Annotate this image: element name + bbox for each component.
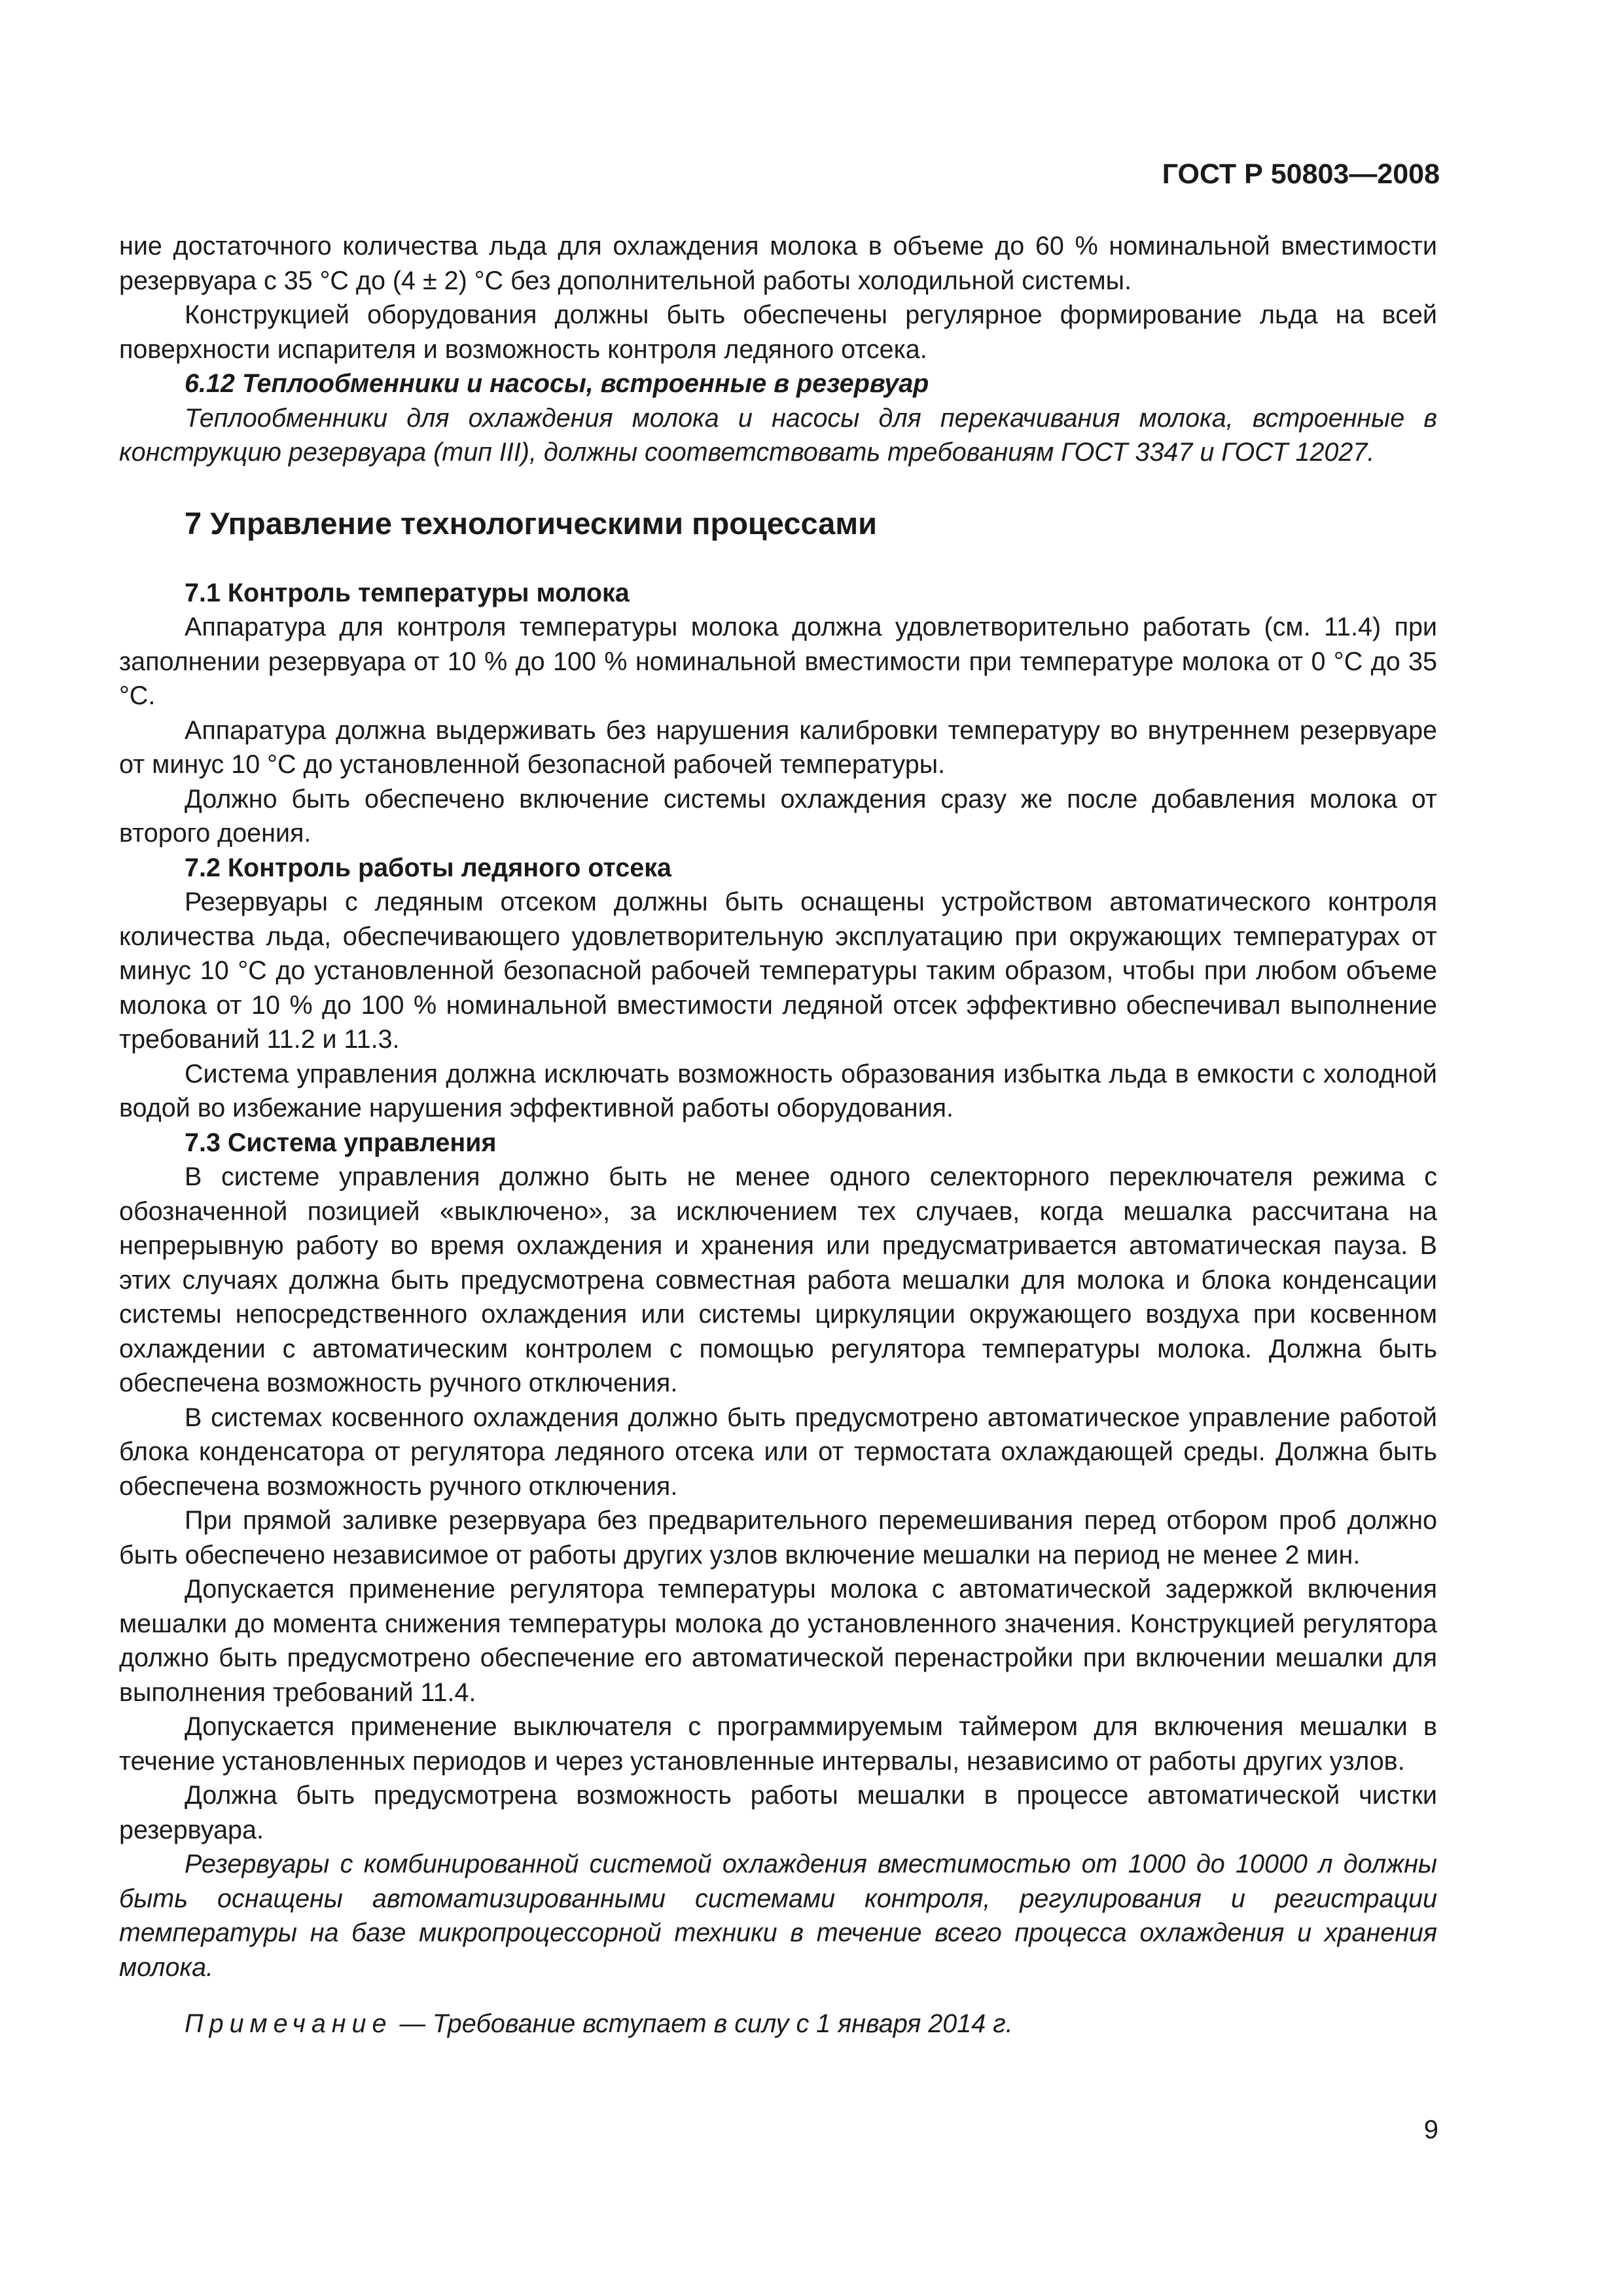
section-heading-7: 7 Управление технологическими процессами <box>185 505 877 541</box>
subsection-heading-7-3: 7.3 Система управления <box>185 1128 497 1157</box>
paragraph: Должна быть предусмотрена возможность работы мешалки в процессе автоматической чистки резервуара. <box>119 1781 1437 1844</box>
paragraph: Резервуары с ледяным отсеком должны быть оснащены устройством автоматического контроля количества льда, обеспечивающего удовлетворительную эксплуатацию при окружающих температурах от минус 10 °C до установленной безопасной рабочей температуры таким образом, чтобы при любом объеме молока от 10 % до 100 % номинальной вместимости ледяной отсек эффективно обеспечивал выполнение требований 11.2 и 11.3. <box>119 888 1437 1054</box>
paragraph: В системе управления должно быть не менее одного селекторного переключателя режима с обозначенной позицией «выключено», за исключением тех случаев, когда мешалка рассчитана на непрерывную работу во время охлаждения и хранения или предусматривается автоматическая пауза. В этих случаях должна быть предусмотрена совместная работа мешалки для молока и блока конденсации системы непосредственного охлаждения или системы циркуляции окружающего воздуха при косвенном охлаждении с автоматическим контролем с помощью регулятора температуры молока. Должна быть обеспечена возможность ручного отключения. <box>119 1162 1437 1397</box>
subsection-heading-7-2: 7.2 Контроль работы ледяного отсека <box>185 853 671 882</box>
subsection-heading-7-1: 7.1 Контроль температуры молока <box>185 578 630 607</box>
paragraph: Допускается применение регулятора температуры молока с автоматической задержкой включения мешалки до момента снижения температуры молока до установленного значения. Конструкцией регулятора должно быть предусмотрено обеспечение его автоматической перенастройки при включении мешалки для выполнения требований 11.4. <box>119 1575 1437 1707</box>
paragraph: При прямой заливке резервуара без предварительного перемешивания перед отбором проб должно быть обеспечено независимое от работы других узлов включение мешалки на период не менее 2 мин. <box>119 1506 1437 1570</box>
paragraph: Система управления должна исключать возможность образования избытка льда в емкости с холодной водой во избежание нарушения эффективной работы оборудования. <box>119 1059 1437 1122</box>
paragraph: Аппаратура должна выдерживать без нарушения калибровки температуру во внутреннем резервуаре от минус 10 °C до установленной безопасной рабочей температуры. <box>119 715 1437 779</box>
note-text: — Требование вступает в силу с 1 января 2014 г. <box>392 2009 1013 2038</box>
paragraph: Аппаратура для контроля температуры молока должна удовлетворительно работать (см. 11.4) при заполнении резервуара от 10 % до 100 % номинальной вместимости при температуре молока от 0 °C до 35 °C. <box>119 613 1437 710</box>
paragraph: Резервуары с комбинированной системой охлаждения вместимостью от 1000 до 10000 л должны быть оснащены автоматизированными системами контроля, регулирования и регистрации температуры на базе микропроцессорной техники в течение всего процесса охлаждения и хранения молока. <box>119 1850 1437 1982</box>
subsection-heading-6-12: 6.12 Теплообменники и насосы, встроенные в резервуар <box>185 369 929 398</box>
paragraph: Теплообменники для охлаждения молока и насосы для перекачивания молока, встроенные в конструкцию резервуара (тип III), должны соответствовать требованиям ГОСТ 3347 и ГОСТ 12027. <box>119 403 1437 467</box>
paragraph: В системах косвенного охлаждения должно быть предусмотрено автоматическое управление работой блока конденсатора от регулятора ледяного отсека или от термостата охлаждающей среды. Должна быть обеспечена возможность ручного отключения. <box>119 1403 1437 1501</box>
document-header: ГОСТ Р 50803—2008 <box>1162 158 1440 190</box>
note-label: Примечание <box>185 2009 393 2038</box>
note <box>119 2007 1437 2041</box>
document-body <box>119 229 1437 2041</box>
page-number: 9 <box>1423 2115 1438 2144</box>
paragraph: Должно быть обеспечено включение системы охлаждения сразу же после добавления молока от второго доения. <box>119 784 1437 848</box>
paragraph: Конструкцией оборудования должны быть обеспечены регулярное формирование льда на всей поверхности испарителя и возможность контроля ледяного отсека. <box>119 300 1437 364</box>
paragraph: Допускается применение выключателя с программируемым таймером для включения мешалки в течение установленных периодов и через установленные интервалы, независимо от работы других узлов. <box>119 1712 1437 1776</box>
paragraph: ние достаточного количества льда для охлаждения молока в объеме до 60 % номинальной вместимости резервуара с 35 °C до (4 ± 2) °C без дополнительной работы холодильной системы. <box>119 232 1437 295</box>
